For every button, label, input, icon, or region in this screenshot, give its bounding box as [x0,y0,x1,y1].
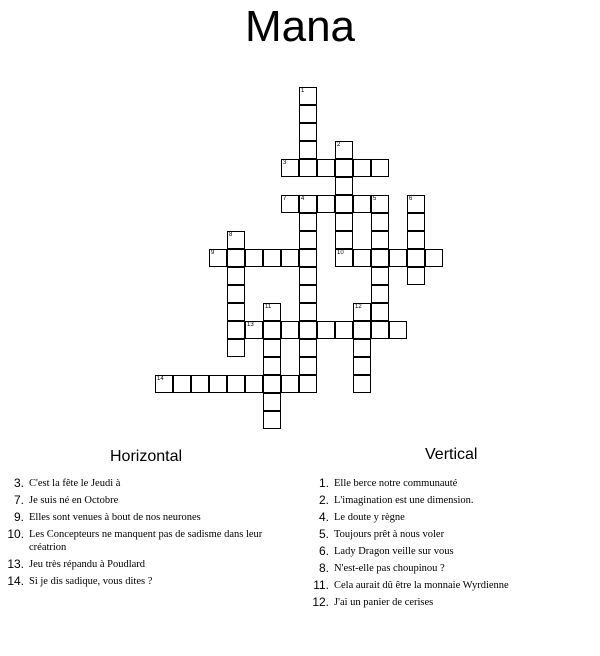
horizontal-clue [0,477,300,490]
clue-number: 14. [7,574,24,588]
vertical-clue-list [305,477,595,613]
grid-cell[interactable] [353,249,371,267]
grid-cell[interactable] [353,159,371,177]
grid-cell[interactable] [245,249,263,267]
grid-cell[interactable] [227,303,245,321]
horizontal-clue [0,494,300,507]
horizontal-heading: Horizontal [110,448,183,465]
grid-cell[interactable] [317,321,335,339]
vertical-clue [305,596,595,609]
vertical-clue [305,477,595,490]
grid-cell[interactable] [263,411,281,429]
clue-number: 7. [13,493,24,507]
grid-cell[interactable] [281,195,299,213]
cell-number: 1 [301,88,305,94]
cell-number: 8 [229,232,233,238]
grid-cell[interactable] [353,321,371,339]
cell-number: 2 [337,142,341,148]
grid-cell[interactable] [317,159,335,177]
grid-cell[interactable] [353,339,371,357]
grid-cell[interactable] [263,393,281,411]
cell-number: 6 [409,196,413,202]
grid-cell[interactable] [389,249,407,267]
clue-number: 2. [318,493,329,507]
cell-number: 4 [301,196,305,202]
grid-cell[interactable] [335,213,353,231]
clue-text: C'est la fête le Jeudi à [29,478,121,489]
clue-text: Jeu très répandu à Poudlard [29,559,146,570]
grid-cell[interactable] [335,195,353,213]
clue-number: 10. [7,527,24,541]
cell-number: 11 [265,304,272,310]
grid-cell[interactable] [281,249,299,267]
grid-cell[interactable] [371,213,389,231]
clue-number: 13. [7,557,24,571]
grid-cell[interactable] [281,321,299,339]
grid-cell[interactable] [371,249,389,267]
grid-cell[interactable] [209,375,227,393]
vertical-clue [305,579,595,592]
grid-cell[interactable] [299,159,317,177]
grid-cell[interactable] [407,249,425,267]
grid-cell[interactable] [353,357,371,375]
grid-cell[interactable] [371,159,389,177]
grid-cell[interactable] [299,141,317,159]
grid-cell[interactable] [299,105,317,123]
cell-number: 7 [283,196,287,202]
grid-cell[interactable] [407,195,425,213]
clue-text: Le doute y règne [334,512,405,523]
grid-cell[interactable] [371,321,389,339]
clue-text: L'imagination est une dimension. [334,495,474,506]
grid-cell[interactable] [173,375,191,393]
clue-number: 4. [318,510,329,524]
grid-cell[interactable] [371,195,389,213]
grid-cell[interactable] [299,87,317,105]
grid-cell[interactable] [425,249,443,267]
grid-cell[interactable] [227,321,245,339]
horizontal-clue [0,511,300,524]
vertical-heading: Vertical [425,446,478,463]
horizontal-clue [0,528,300,554]
clue-text: Elle berce notre communauté [334,478,458,489]
grid-cell[interactable] [335,159,353,177]
grid-cell[interactable] [299,123,317,141]
vertical-clue [305,528,595,541]
grid-cell[interactable] [407,231,425,249]
clue-number: 12. [312,595,329,609]
grid-cell[interactable] [389,321,407,339]
grid-cell[interactable] [371,303,389,321]
vertical-clue [305,545,595,558]
grid-cell[interactable] [281,159,299,177]
vertical-clue [305,494,595,507]
clue-number: 1. [318,476,329,490]
cell-number: 14 [157,376,164,382]
grid-cell[interactable] [227,339,245,357]
grid-cell[interactable] [227,249,245,267]
grid-cell[interactable] [299,285,317,303]
clue-number: 9. [13,510,24,524]
grid-cell[interactable] [299,195,317,213]
grid-cell[interactable] [335,231,353,249]
grid-cell[interactable] [299,231,317,249]
grid-cell[interactable] [263,249,281,267]
grid-cell[interactable] [335,177,353,195]
clue-number: 6. [318,544,329,558]
grid-cell[interactable] [263,357,281,375]
grid-cell[interactable] [335,249,353,267]
grid-cell[interactable] [227,267,245,285]
grid-cell[interactable] [245,321,263,339]
clue-text: Lady Dragon veille sur vous [334,546,454,557]
grid-cell[interactable] [371,267,389,285]
grid-cell[interactable] [335,141,353,159]
grid-cell[interactable] [227,285,245,303]
grid-cell[interactable] [371,285,389,303]
grid-cell[interactable] [299,321,317,339]
clue-text: J'ai un panier de cerises [334,597,434,608]
grid-cell[interactable] [407,213,425,231]
grid-cell[interactable] [299,267,317,285]
clue-text: Si je dis sadique, vous dites ? [29,576,153,587]
grid-cell[interactable] [263,375,281,393]
horizontal-clue [0,575,300,588]
clue-text: Les Concepteurs ne manquent pas de sadisme dans leur créatrion [29,529,263,553]
grid-cell[interactable] [155,375,173,393]
clue-number: 8. [318,561,329,575]
grid-cell[interactable] [407,267,425,285]
grid-cell[interactable] [353,195,371,213]
grid-cell[interactable] [353,375,371,393]
clue-text: Elles sont venues à bout de nos neurones [29,512,201,523]
cell-number: 10 [337,250,344,256]
grid-cell[interactable] [209,249,227,267]
clue-text: Cela aurait dû être la monnaie Wyrdienne [334,580,509,591]
grid-cell[interactable] [263,339,281,357]
clue-number: 5. [318,527,329,541]
clue-text: Je suis né en Octobre [29,495,119,506]
puzzle-title: Mana [244,2,356,51]
grid-cell[interactable] [371,231,389,249]
horizontal-clue [0,558,300,571]
grid-cell[interactable] [299,375,317,393]
grid-cell[interactable] [317,195,335,213]
clue-number: 11. [313,578,329,592]
grid-cell[interactable] [299,249,317,267]
cell-number: 12 [355,304,362,310]
grid-cell[interactable] [299,357,317,375]
cell-number: 3 [283,160,287,166]
horizontal-clue-list [0,477,300,592]
grid-cell[interactable] [299,303,317,321]
vertical-clue [305,511,595,524]
grid-cell[interactable] [227,231,245,249]
grid-cell[interactable] [353,303,371,321]
grid-cell[interactable] [299,213,317,231]
grid-cell[interactable] [245,375,263,393]
grid-cell[interactable] [227,375,245,393]
grid-cell[interactable] [299,339,317,357]
clue-text: Toujours prêt à nous voler [334,529,445,540]
grid-cell[interactable] [281,375,299,393]
grid-cell[interactable] [263,303,281,321]
cell-number: 9 [211,250,215,256]
clue-number: 3. [13,476,24,490]
grid-cell[interactable] [191,375,209,393]
cell-number: 5 [373,196,377,202]
grid-cell[interactable] [263,321,281,339]
vertical-clue [305,562,595,575]
grid-cell[interactable] [335,321,353,339]
cell-number: 13 [247,322,254,328]
clue-text: N'est-elle pas choupinou ? [334,563,445,574]
